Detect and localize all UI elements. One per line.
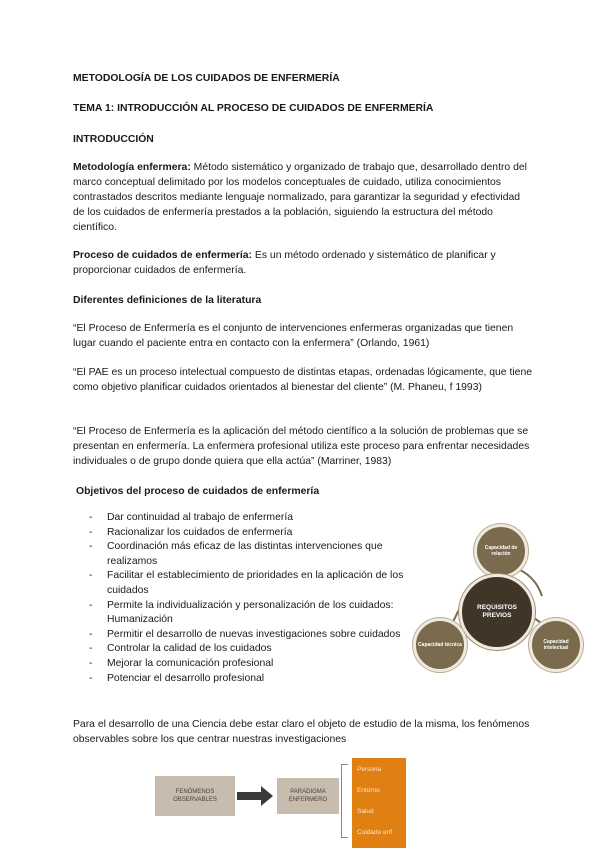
requisitos-previos-circle: REQUISITOS PREVIOS bbox=[459, 574, 535, 650]
list-item: - Dar continuidad al trabajo de enfermería bbox=[73, 511, 413, 526]
quote-phaneu: “El PAE es un proceso intelectual compuesto de distintas etapas, ordenadas lógicamente, que tiene como objetivo planificar cuidados orientados al bienestar del cliente” (M. Phaneu, f 1993) bbox=[73, 367, 533, 393]
objetivos-heading: Objetivos del proceso de cuidados de enfermería bbox=[76, 486, 320, 497]
metaparadigma-box bbox=[352, 758, 406, 848]
tema-title: TEMA 1: INTRODUCCIÓN AL PROCESO DE CUIDADOS DE ENFERMERÍA bbox=[73, 103, 434, 114]
definiciones-heading: Diferentes definiciones de la literatura bbox=[73, 295, 262, 306]
salud-label: Salud bbox=[357, 808, 374, 815]
proceso-term: Proceso de cuidados de enfermería: bbox=[73, 250, 253, 261]
list-item: - Potenciar el desarrollo profesional bbox=[73, 672, 413, 687]
capacidad-relacion-circle: Capacidad de relación bbox=[474, 524, 528, 578]
bracket bbox=[341, 764, 348, 838]
metodologia-paragraph bbox=[73, 160, 533, 235]
list-item: - Mejorar la comunicación profesional bbox=[73, 657, 413, 672]
entorno-label: Entorno bbox=[357, 787, 380, 794]
fenomenos-box: FENÓMENOS OBSERVABLES bbox=[155, 776, 235, 816]
ciencia-paragraph: Para el desarrollo de una Ciencia debe estar claro el objeto de estudio de la misma, los fenómenos observables sobre los que centrar nuestras investigaciones bbox=[73, 719, 530, 745]
quote-orlando: “El Proceso de Enfermería es el conjunto de intervenciones enfermeras organizadas que tienen lugar cuando el paciente entra en contacto con la enfermera” (Orlando, 1961) bbox=[73, 323, 514, 349]
intro-heading: INTRODUCCIÓN bbox=[73, 134, 154, 145]
capacidad-tecnica-circle: Capacidad técnica bbox=[413, 618, 467, 672]
proceso-text: Es un método ordenado y sistemático de planificar y proporcionar cuidados de enfermería. bbox=[73, 250, 496, 276]
metodologia-term: Metodología enfermera: bbox=[73, 162, 191, 173]
cuidado-label: Cuidado enf bbox=[357, 829, 393, 836]
list-item: - Permitir el desarrollo de nuevas investigaciones sobre cuidados bbox=[73, 628, 413, 643]
objetivos-list bbox=[73, 511, 413, 686]
proceso-paragraph bbox=[73, 248, 533, 278]
list-item: - Racionalizar los cuidados de enfermería bbox=[73, 526, 413, 541]
doc-title: METODOLOGÍA DE LOS CUIDADOS DE ENFERMERÍA bbox=[73, 73, 340, 84]
arrow-icon bbox=[237, 785, 275, 807]
metodologia-text: Método sistemático y organizado de trabajo que, desarrollado dentro del marco conceptual delimitado por los modelos conceptuales de cuidado, utiliza conocimientos contrastados descritos mediante lenguaje normalizado, para garantizar la seguridad y efectividad de los cuidados de enfermería prestados a la población, siguiendo la estructura del método científico. bbox=[73, 162, 527, 233]
capacidad-intelectual-circle: Capacidad intelectual bbox=[529, 618, 583, 672]
quote-marriner: “El Proceso de Enfermería es la aplicación del método científico a la solución de problemas que se presentan en enfermería. La enfermera profesional utiliza este proceso para enfrentar necesidades individuales o de grupo donde quiera que ella actúa” (Marriner, 1983) bbox=[73, 426, 530, 467]
list-item: - Permite la individualización y personalización de los cuidados: Humanización bbox=[73, 599, 413, 628]
list-item: - Facilitar el establecimiento de prioridades en la aplicación de los cuidados bbox=[73, 569, 413, 598]
paradigma-box: PARADIGMA ENFERMERO bbox=[277, 778, 339, 814]
list-item: - Controlar la calidad de los cuidados bbox=[73, 642, 413, 657]
persona-label: Persona bbox=[357, 766, 382, 773]
list-item: - Coordinación más eficaz de las distintas intervenciones que realizamos bbox=[73, 540, 413, 569]
